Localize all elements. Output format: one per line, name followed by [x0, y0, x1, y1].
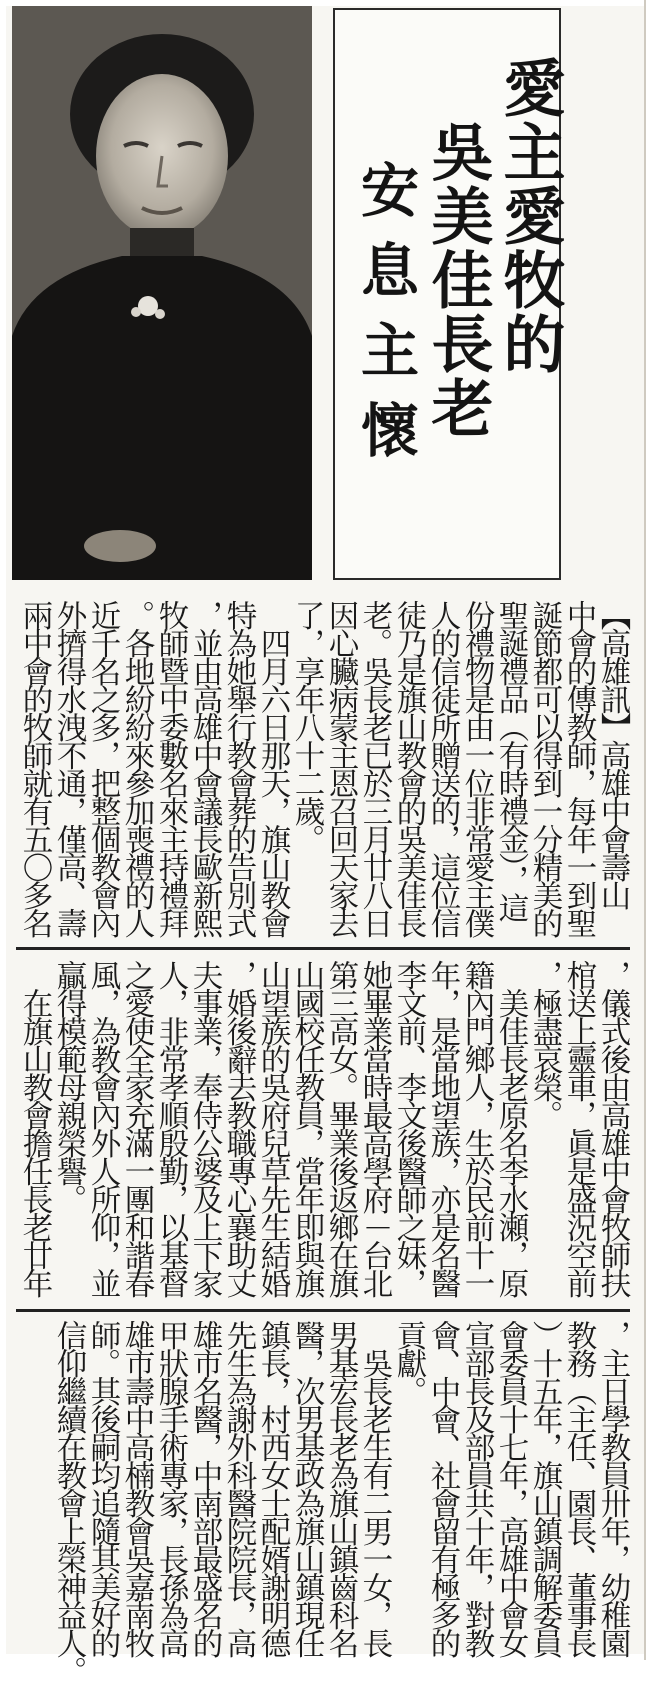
article-section-3	[12, 1320, 630, 1684]
text-column: ）十五年，旗山鎮調解委員	[527, 1320, 562, 1656]
text-column: 會委員十七年，高雄中會女	[493, 1320, 528, 1656]
text-column: 牧師暨中委數名來主持禮拜	[153, 600, 188, 936]
text-column: 山望族的吳府兒草先生結婚	[255, 960, 290, 1296]
text-column: 近千名之多，把整個教會內	[85, 600, 120, 936]
section-divider	[16, 1309, 630, 1312]
text-column: 美佳長老原名李水瀬，原	[493, 960, 528, 1296]
text-column: ，並由高雄中會議長歐新熙	[187, 600, 222, 936]
text-column: 中會的傳教師，每年一到聖	[561, 600, 596, 936]
text-column: 徒乃是旗山教會的吳美佳長	[391, 600, 426, 936]
text-column: 了，享年八十二歲。	[289, 600, 324, 852]
text-column: 雄市名醫，中南部最盛名的	[187, 1320, 222, 1656]
text-column: ，極盡哀榮。	[527, 960, 562, 1128]
text-column: 特為她舉行教會葬的告別式	[221, 600, 256, 936]
headline-line-1: 愛主愛牧的	[493, 56, 566, 376]
text-column: 贏得模範母親榮譽。	[51, 960, 86, 1212]
text-column: 宣部長及部員共十年，對教	[459, 1320, 494, 1656]
text-column: 先生為謝外科醫院院長，高	[221, 1320, 256, 1656]
text-column: 貢獻。	[391, 1320, 426, 1404]
text-column: 之愛使全家充滿一團和諧春	[119, 960, 154, 1296]
text-column: 外擠得水洩不通，僅高、壽	[51, 600, 86, 936]
text-column: 李文前、李文後醫師之妹，	[391, 960, 426, 1296]
text-column: 風，為教會內外人所仰，並	[85, 960, 120, 1296]
text-column: 教務（主任、園長、董事長	[561, 1320, 596, 1656]
text-column: 【高雄訊】高雄中會壽山	[595, 600, 630, 908]
text-column: 雄市壽中高楠教會吳嘉南牧	[119, 1320, 154, 1656]
text-column: 棺送上靈車，眞是盛況空前	[561, 960, 596, 1296]
text-column: 因心臟病蒙主恩召回天家去	[323, 600, 358, 936]
text-column: 第三高女。畢業後返鄉在旗	[323, 960, 358, 1296]
text-column: 鎮長，村西女士配婿謝明德	[255, 1320, 290, 1656]
text-column: 兩中會的牧師就有五〇多名	[17, 600, 52, 936]
text-column: 男基宏長老為旗山鎮齒科名	[323, 1320, 358, 1656]
text-column: 人的信徒所贈送的，這位信	[425, 600, 460, 936]
portrait-photo	[12, 6, 312, 580]
text-column: 師。其後嗣均追隨其美好的	[85, 1320, 120, 1656]
headline-line-3: 安息主懷	[351, 160, 419, 480]
text-column: 信仰繼續在教會上榮神益人。	[51, 1320, 86, 1684]
text-column: ，主日學教員卅年，幼稚園	[595, 1320, 630, 1656]
headline-box	[333, 8, 566, 580]
text-column: ，婚後辭去教職專心襄助丈	[221, 960, 256, 1296]
article-section-1	[12, 600, 630, 946]
section-divider	[16, 947, 630, 950]
text-column: 。各地紛紛來參加喪禮的人	[119, 600, 154, 936]
text-column: 她畢業當時最高學府－台北	[357, 960, 392, 1296]
text-column: 夫事業，奉侍公婆及上下家	[187, 960, 222, 1296]
text-column: 山國校任教員，當年即與旗	[289, 960, 324, 1296]
text-column: 人，非常孝順殷勤，以基督	[153, 960, 188, 1296]
text-column: 份禮物是由一位非常愛主僕	[459, 600, 494, 936]
text-column: 聖誕禮品（有時禮金），這	[493, 600, 528, 921]
text-column: 四月六日那天，旗山教會	[255, 600, 290, 936]
text-column: 年，是當地望族，亦是名醫	[425, 960, 460, 1296]
text-column: 甲狀腺手術專家，長孫為高	[153, 1320, 188, 1656]
portrait-icon	[12, 6, 312, 580]
scan-edge	[644, 0, 646, 1660]
text-column: 吳長老生有二男一女，長	[357, 1320, 392, 1656]
text-column: ，儀式後由高雄中會牧師扶	[595, 960, 630, 1296]
text-column: 誕節都可以得到一分精美的	[527, 600, 562, 936]
text-column: 老。吳長老已於三月廿八日	[357, 600, 392, 936]
article-section-2	[12, 960, 630, 1308]
text-column: 醫，次男基政為旗山鎮現任	[289, 1320, 324, 1656]
text-column: 籍內門鄉人，生於民前十一	[459, 960, 494, 1296]
text-column: 在旗山教會擔任長老廿年	[17, 960, 52, 1296]
text-column: 會、中會、社會留有極多的	[425, 1320, 460, 1656]
headline-line-2: 吳美佳長老	[421, 120, 494, 440]
